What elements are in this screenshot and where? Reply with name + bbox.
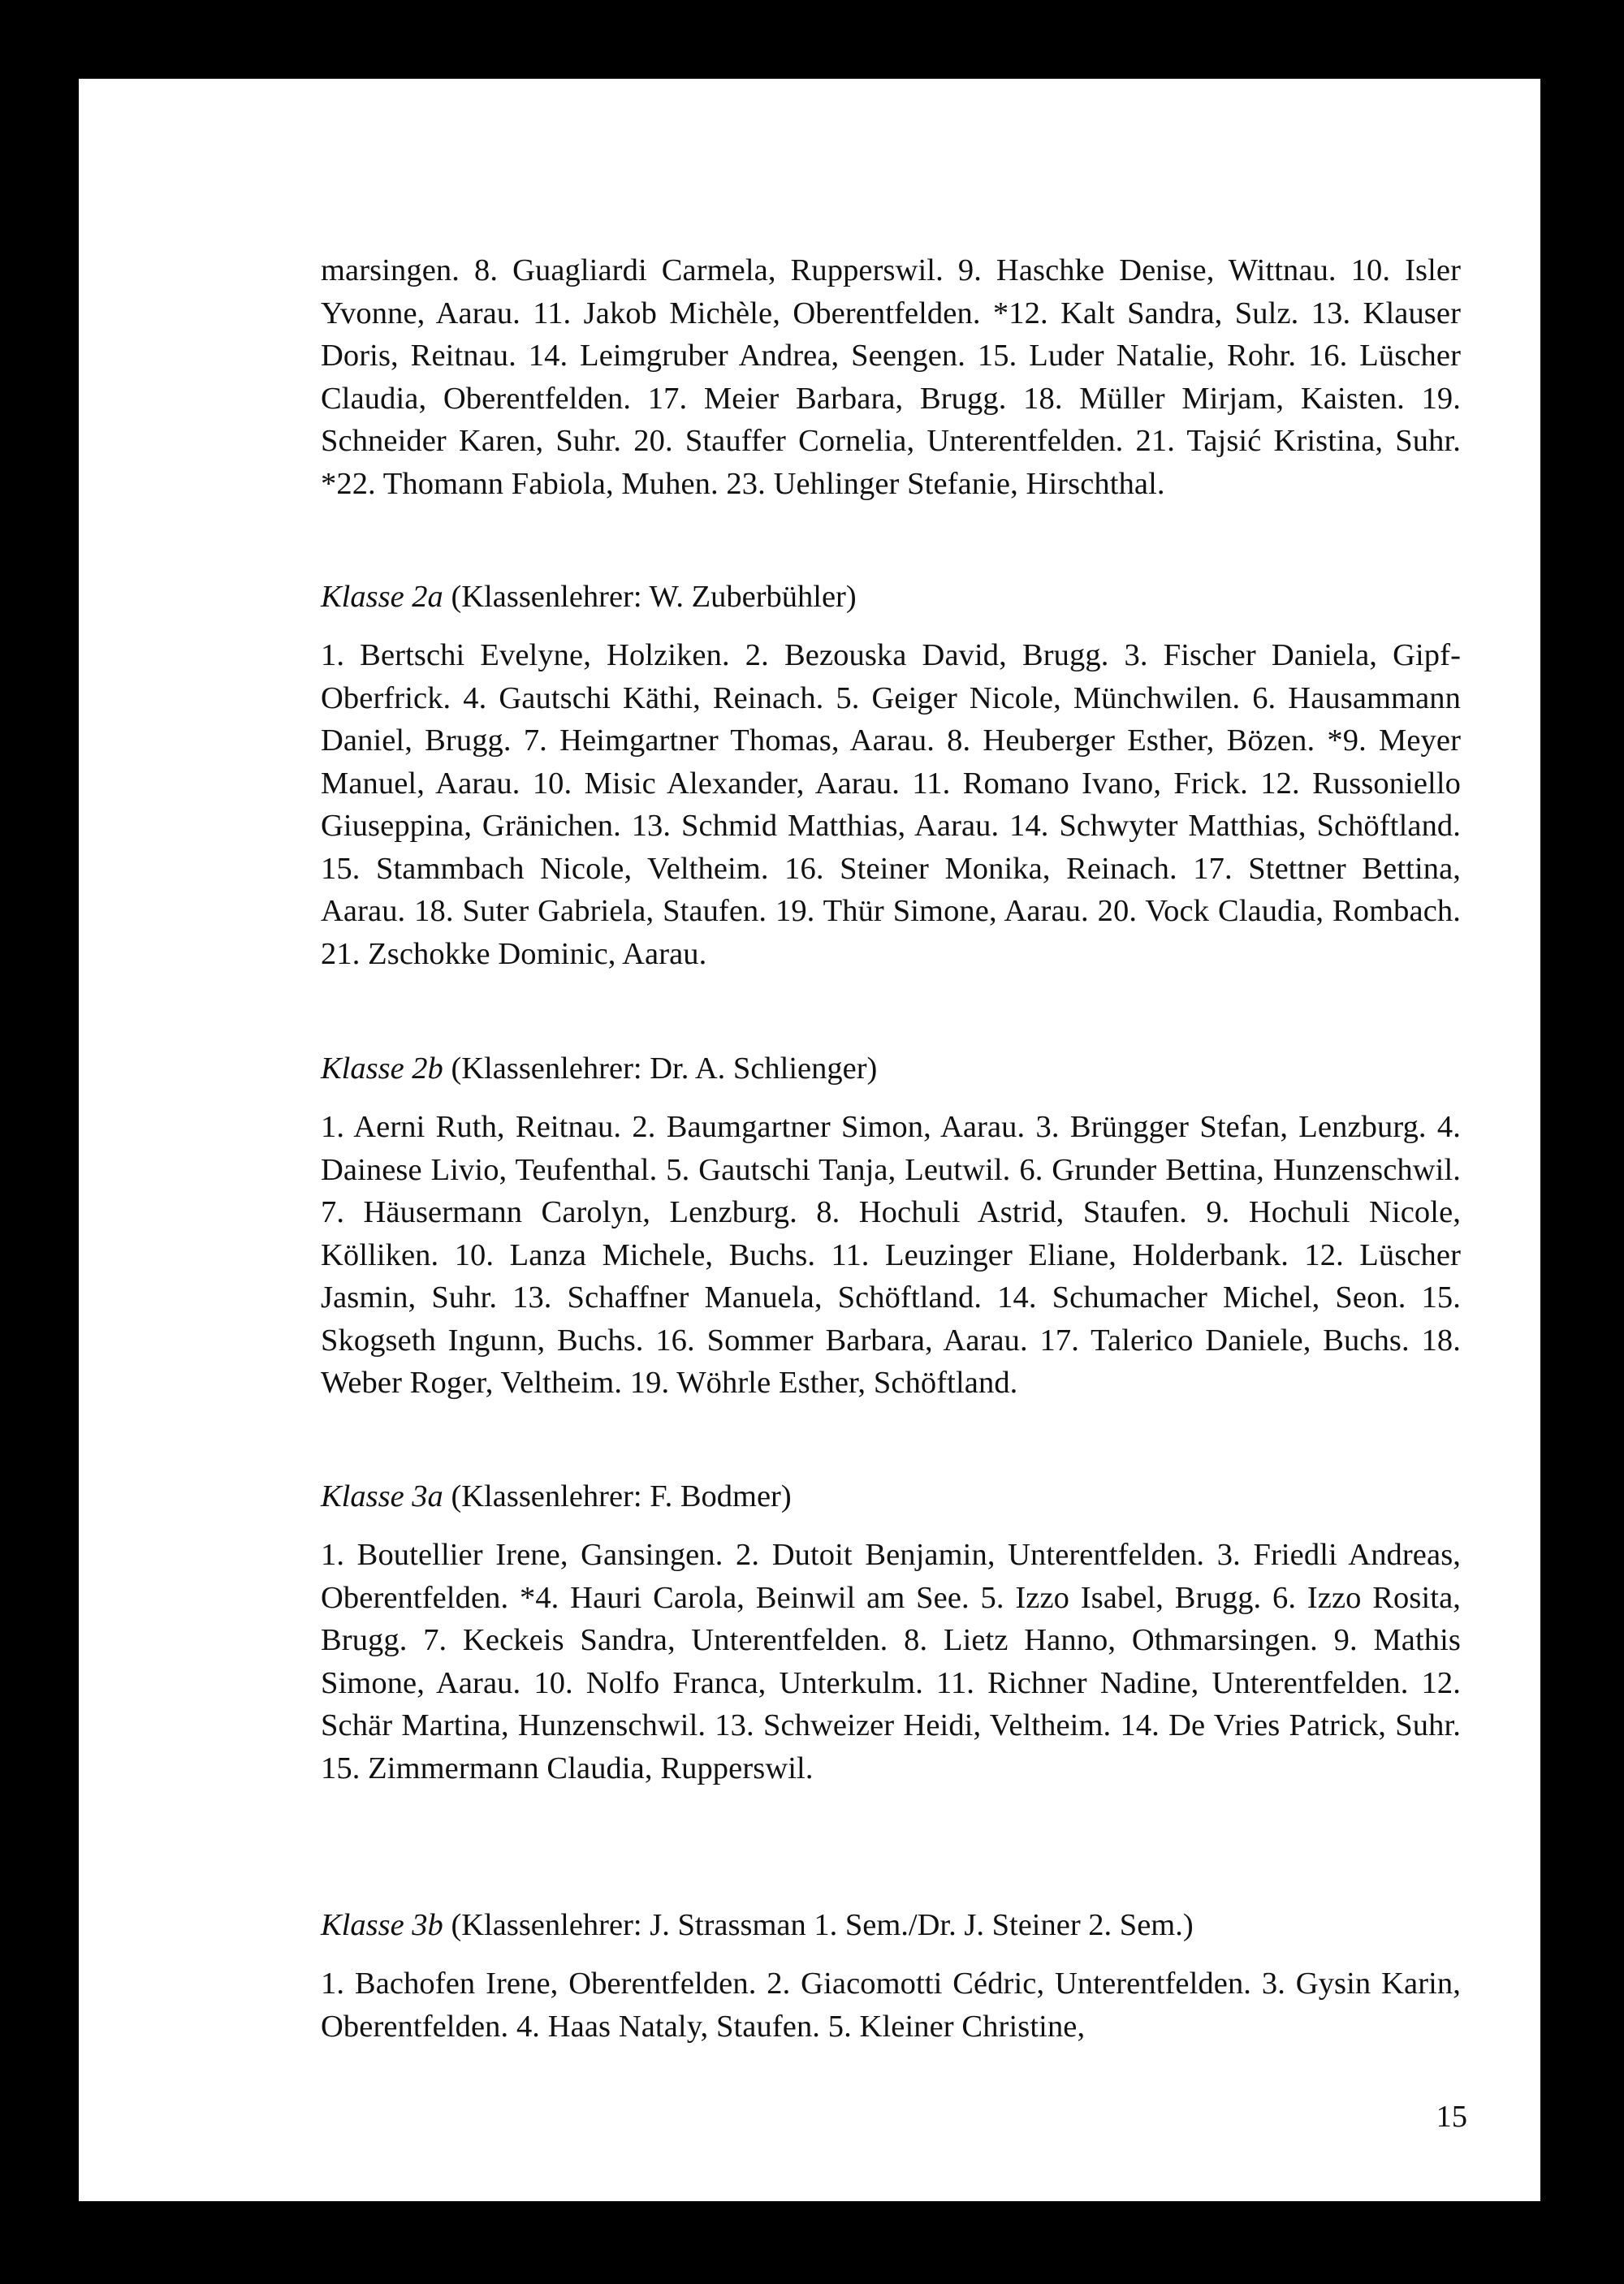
class-2a-label: Klasse 2a <box>321 580 443 614</box>
class-3a-label: Klasse 3a <box>321 1479 443 1513</box>
class-3b-heading <box>321 1904 1461 1947</box>
intro-paragraph: marsingen. 8. Guagliardi Carmela, Rupperswil. 9. Haschke Denise, Wittnau. 10. Isler Yvonne, Aarau. 11. Jakob Michèle, Oberentfelden. *12. Kalt Sandra, Sulz. 13. Klauser Doris, Reitnau. 14. Leimgruber Andrea, Seengen. 15. Luder Natalie, Rohr. 16. Lüscher Claudia, Oberentfelden. 17. Meier Barbara, Brugg. 18. Müller Mirjam, Kaisten. 19. Schneider Karen, Suhr. 20. Stauffer Cornelia, Unterentfelden. 21. Tajsić Kristina, Suhr. *22. Thomann Fabiola, Muhen. 23. Uehlinger Stefanie, Hirschthal. <box>321 253 1461 501</box>
class-3b-students: 1. Bachofen Irene, Oberentfelden. 2. Giacomotti Cédric, Unterentfelden. 3. Gysin Karin, Oberentfelden. 4. Haas Nataly, Staufen. 5. Kleiner Christine, <box>321 1967 1461 2044</box>
class-2b-heading <box>321 1047 1461 1090</box>
class-2b-students: 1. Aerni Ruth, Reitnau. 2. Baumgartner Simon, Aarau. 3. Brüngger Stefan, Lenzburg. 4. Dainese Livio, Teufenthal. 5. Gautschi Tanja, Leutwil. 6. Grunder Bettina, Hunzenschwil. 7. Häusermann Carolyn, Lenzburg. 8. Hochuli Astrid, Staufen. 9. Hochuli Nicole, Kölliken. 10. Lanza Michele, Buchs. 11. Leuzinger Eliane, Holderbank. 12. Lüscher Jasmin, Suhr. 13. Schaffner Manuela, Schöftland. 14. Schumacher Michel, Seon. 15. Skogseth Ingunn, Buchs. 16. Sommer Barbara, Aarau. 17. Talerico Daniele, Buchs. 18. Weber Roger, Veltheim. 19. Wöhrle Esther, Schöftland. <box>321 1110 1461 1400</box>
class-3a-teacher: (Klassenlehrer: F. Bodmer) <box>451 1479 792 1513</box>
class-3a-students: 1. Boutellier Irene, Gansingen. 2. Dutoit Benjamin, Unterentfelden. 3. Friedli Andreas, Oberentfelden. *4. Hauri Carola, Beinwil am See. 5. Izzo Isabel, Brugg. 6. Izzo Rosita, Brugg. 7. Keckeis Sandra, Unterentfelden. 8. Lietz Hanno, Othmarsingen. 9. Mathis Simone, Aarau. 10. Nolfo Franca, Unterkulm. 11. Richner Nadine, Unterentfelden. 12. Schär Martina, Hunzenschwil. 13. Schweizer Heidi, Veltheim. 14. De Vries Patrick, Suhr. 15. Zimmermann Claudia, Rupperswil. <box>321 1538 1461 1785</box>
class-3a-heading <box>321 1475 1461 1518</box>
class-3b-label: Klasse 3b <box>321 1908 443 1942</box>
class-2a-students: 1. Bertschi Evelyne, Holziken. 2. Bezouska David, Brugg. 3. Fischer Daniela, Gipf-Oberfrick. 4. Gautschi Käthi, Reinach. 5. Geiger Nicole, Münchwilen. 6. Hausammann Daniel, Brugg. 7. Heimgartner Thomas, Aarau. 8. Heuberger Esther, Bözen. *9. Meyer Manuel, Aarau. 10. Misic Alexander, Aarau. 11. Romano Ivano, Frick. 12. Russoniello Giuseppina, Gränichen. 13. Schmid Matthias, Aarau. 14. Schwyter Matthias, Schöftland. 15. Stammbach Nicole, Veltheim. 16. Steiner Monika, Reinach. 17. Stettner Bettina, Aarau. 18. Suter Gabriela, Staufen. 19. Thür Simone, Aarau. 20. Vock Claudia, Rombach. 21. Zschokke Dominic, Aarau. <box>321 638 1461 971</box>
class-2b-label: Klasse 2b <box>321 1051 443 1086</box>
class-2a-teacher: (Klassenlehrer: W. Zuberbühler) <box>451 580 857 614</box>
class-2a-heading <box>321 576 1461 619</box>
page-number: 15 <box>1436 2100 1467 2134</box>
document-page <box>79 79 1540 2201</box>
class-3b-teacher: (Klassenlehrer: J. Strassman 1. Sem./Dr. J. Steiner 2. Sem.) <box>451 1908 1194 1942</box>
class-2b-teacher: (Klassenlehrer: Dr. A. Schlienger) <box>451 1051 878 1086</box>
